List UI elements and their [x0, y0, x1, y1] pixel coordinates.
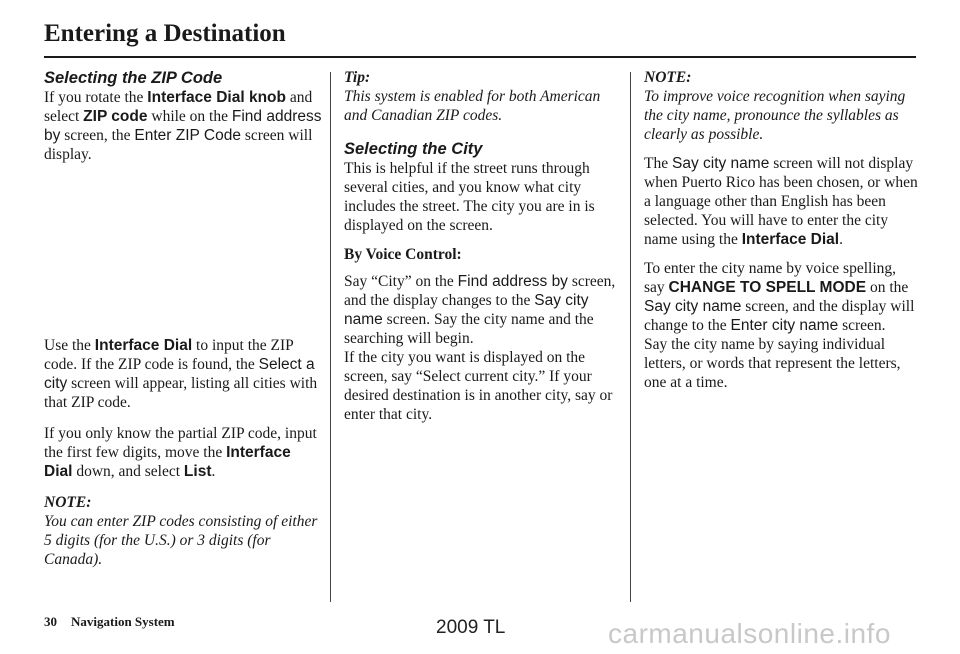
ui-term: Interface Dial [44, 444, 291, 480]
text: and select [44, 89, 313, 125]
zip-partial-paragraph [44, 424, 322, 481]
page-number: 30 [44, 614, 57, 629]
text: screen will not display when Puerto Rico has been chosen, or when a language other than English has been selected. You will have to enter the city name using the [644, 155, 918, 248]
footer-page-info [44, 614, 175, 630]
city-intro-paragraph: This is helpful if the street runs through several cities, and you know what city includes the street. The city you are in is displayed on the screen. [344, 160, 595, 234]
title-rule [44, 56, 916, 58]
page-title: Entering a Destination [44, 20, 286, 47]
select-city-paragraph: If the city you want is displayed on the screen, say “Select current city.” If your desired destination is in another city, say or enter that city. [344, 349, 613, 423]
tip-label: Tip: [344, 69, 371, 86]
text: Say “City” on the [344, 273, 458, 290]
ui-term: Interface Dial [94, 337, 193, 354]
column-divider-2 [630, 72, 631, 602]
text: down, and select [72, 463, 184, 480]
column-2 [344, 68, 620, 424]
tip-text: This system is enabled for both American and Canadian ZIP codes. [344, 88, 601, 124]
zip-input-paragraph [44, 336, 322, 412]
text: to input the ZIP code. If the ZIP code is found, the [44, 337, 294, 373]
ui-term: CHANGE TO SPELL MODE [668, 279, 867, 296]
text: If you rotate the [44, 89, 148, 106]
ui-term: Enter city name [730, 317, 839, 334]
column-divider-1 [330, 72, 331, 602]
text: The [644, 155, 672, 172]
say-city-paragraph [644, 154, 920, 249]
note-label: NOTE: [644, 69, 692, 86]
image-placeholder-space [44, 164, 322, 336]
ui-term: Find address by [457, 273, 568, 290]
ui-term: Say city name [344, 292, 589, 328]
text: screen. Say the city name and the searching will begin. [344, 311, 594, 347]
ui-term: Interface Dial [741, 231, 840, 248]
text: . [839, 231, 843, 248]
text: screen, and the display changes to the [344, 273, 616, 309]
text: . [211, 463, 216, 480]
text: To enter the city name by voice spelling, say [644, 260, 897, 296]
spell-letters-paragraph: Say the city name by saying individual letters, or words that represent the letters, one at a time. [644, 336, 901, 391]
note-label: NOTE: [44, 494, 92, 511]
text: screen. [838, 317, 886, 334]
note-text: You can enter ZIP codes consisting of either 5 digits (for the U.S.) or 3 digits (for Canada). [44, 513, 318, 568]
ui-term: Select a city [44, 356, 315, 392]
column-1 [44, 68, 322, 569]
section-name: Navigation System [71, 614, 175, 629]
model-year: 2009 TL [436, 617, 506, 638]
note-text: To improve voice recognition when saying the city name, pronounce the syllables as clearly as possible. [644, 88, 906, 143]
text: Use the [44, 337, 95, 354]
voice-city-paragraph [344, 272, 620, 348]
text: while on the [147, 108, 232, 125]
ui-term: Interface Dial knob [147, 89, 286, 106]
text: screen, and the display will change to the [644, 298, 915, 334]
text: screen will display. [44, 127, 313, 163]
text: screen, the [60, 127, 135, 144]
ui-term: Say city name [644, 298, 742, 315]
ui-term: Find address by [44, 108, 322, 144]
text: screen will appear, listing all cities with that ZIP code. [44, 375, 318, 411]
spell-mode-paragraph [644, 259, 920, 335]
heading-selecting-city: Selecting the City [344, 140, 483, 158]
ui-term: Enter ZIP Code [134, 127, 241, 144]
ui-term: List [183, 463, 212, 480]
voice-control-subhead: By Voice Control: [344, 246, 462, 263]
heading-selecting-zip: Selecting the ZIP Code [44, 69, 223, 87]
column-3 [644, 68, 920, 392]
ui-term: ZIP code [83, 108, 148, 125]
text: If you only know the partial ZIP code, input the first few digits, move the [44, 425, 317, 461]
zip-intro-paragraph [44, 88, 322, 164]
text: on the [866, 279, 909, 296]
ui-term: Say city name [671, 155, 770, 172]
watermark: carmanualsonline.info [608, 618, 891, 649]
